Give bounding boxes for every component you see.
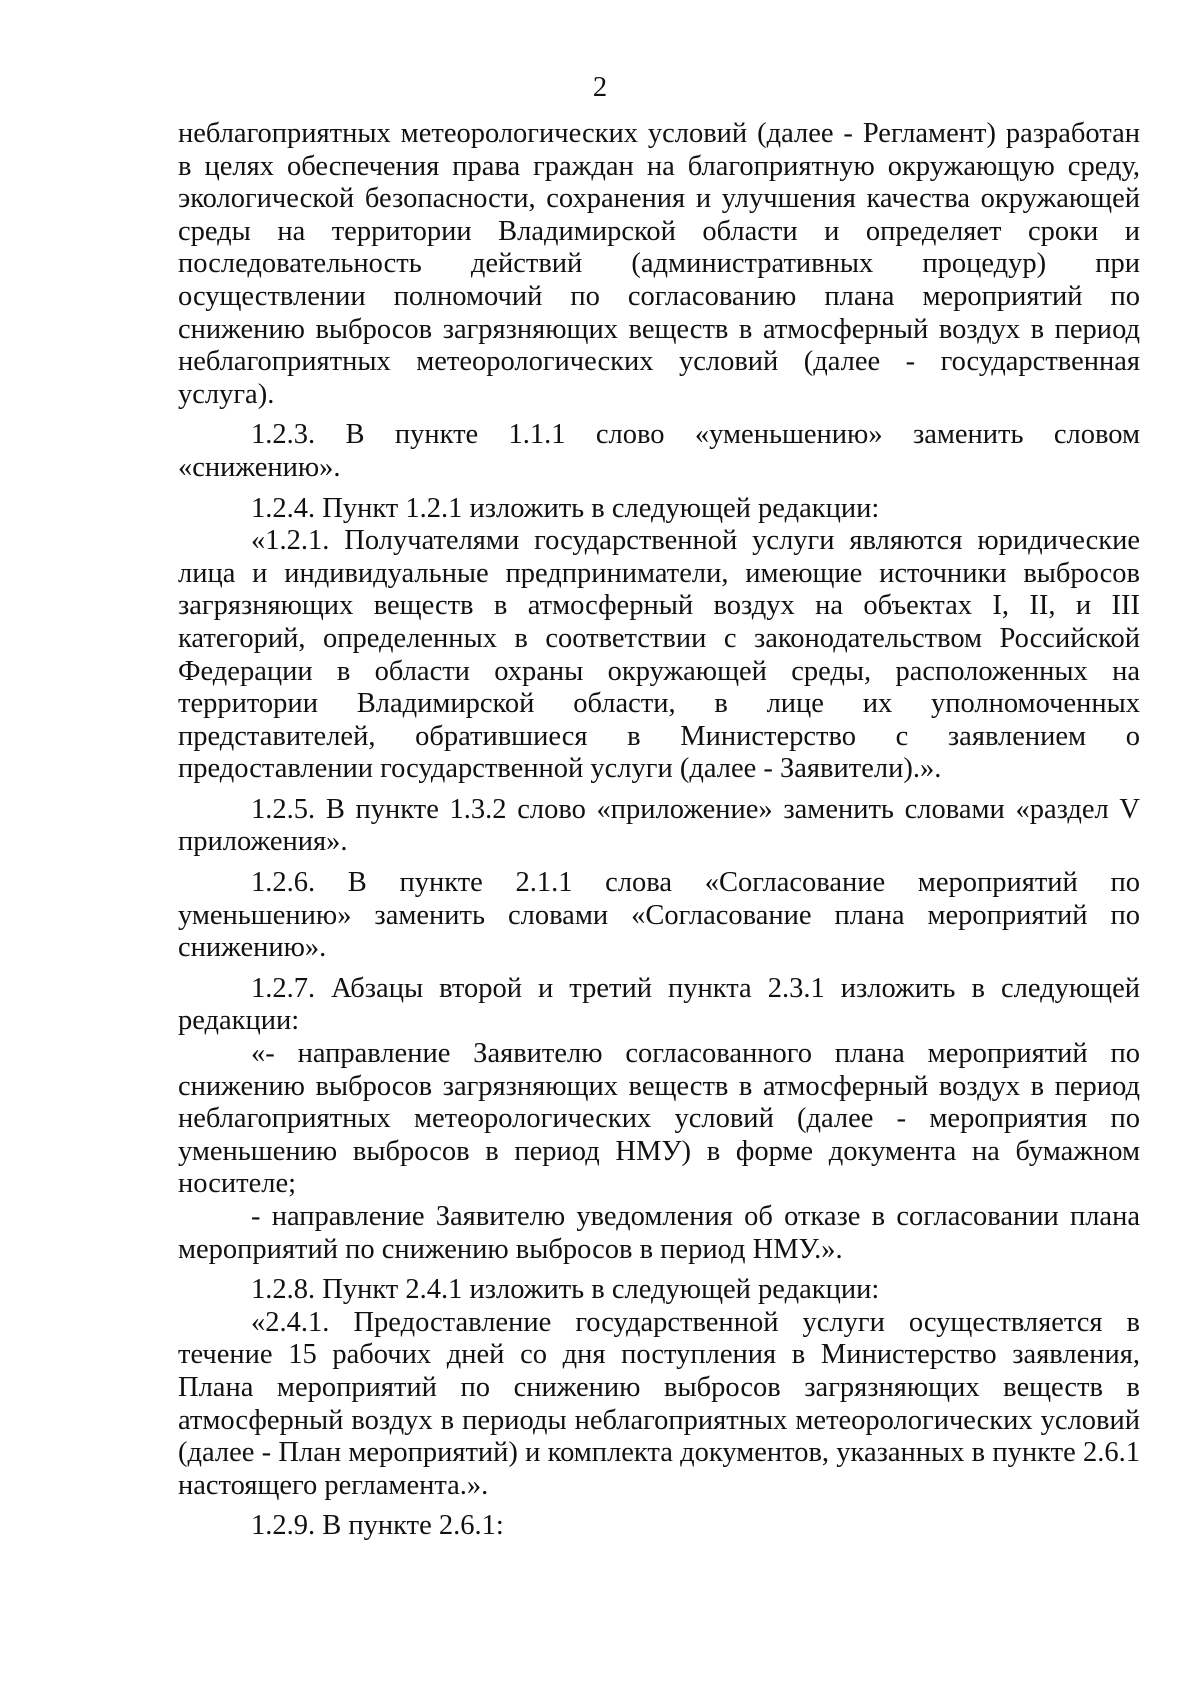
paragraph-1-2-3: 1.2.3. В пункте 1.1.1 слово «уменьшению» заменить словом «снижению». [178,419,1140,483]
paragraph-1-2-4: 1.2.4. Пункт 1.2.1 изложить в следующей редакции: [251,492,880,524]
paragraph-1-2-8: 1.2.8. Пункт 2.4.1 изложить в следующей редакции: [251,1274,880,1306]
paragraph-1-2-1-quote: «1.2.1. Получателями государственной услуги являются юридические лица и индивидуальные предприниматели, имеющие источники выбросов загрязняющих веществ в атмосферный воздух на объектах I, II, и III категорий, определенных в соответствии с законодательством Российской Федерации в области охраны окружающей среды, расположенных на территории Владимирской области, в лице их уполномоченных представителей, обратившиеся в Министерство с заявлением о предоставлении государственной услуги (далее - Заявители).». [178,525,1140,785]
document-body [178,118,1140,1543]
paragraph-1-2-7: 1.2.7. Абзацы второй и третий пункта 2.3.1 изложить в следующей редакции: [178,972,1140,1037]
paragraph-1-2-5: 1.2.5. В пункте 1.3.2 слово «приложение» заменить словами «раздел V приложения». [178,793,1140,858]
paragraph-direction-refusal: - направление Заявителю уведомления об отказе в согласовании плана мероприятий по снижению выбросов в период НМУ.». [178,1201,1140,1265]
page-number: 2 [592,72,608,103]
paragraph-direction-approved-plan: «- направление Заявителю согласованного плана мероприятий по снижению выбросов загрязняющих веществ в атмосферный воздух в период неблагоприятных метеорологических условий (далее - мероприятия по уменьшению выбросов в период НМУ) в форме документа на бумажном носителе; [178,1038,1140,1200]
paragraph-1-2-6: 1.2.6. В пункте 2.1.1 слова «Согласование мероприятий по уменьшению» заменить словами «Согласование плана мероприятий по снижению». [178,867,1140,964]
paragraph-regulation-purpose: неблагоприятных метеорологических условий (далее - Регламент) разработан в целях обеспечения права граждан на благоприятную окружающую среду, экологической безопасности, сохранения и улучшения качества окружающей среды на территории Владимирской области и определяет сроки и последовательность действий (административных процедур) при осуществлении полномочий по согласованию плана мероприятий по снижению выбросов загрязняющих веществ в атмосферный воздух в период неблагоприятных метеорологических условий (далее - государственная услуга). [178,118,1140,410]
paragraph-2-4-1-quote: «2.4.1. Предоставление государственной услуги осуществляется в течение 15 рабочих дней со дня поступления в Министерство заявления, Плана мероприятий по снижению выбросов загрязняющих веществ в атмосферный воздух в периоды неблагоприятных метеорологических условий (далее - План мероприятий) и комплекта документов, указанных в пункте 2.6.1 настоящего регламента.». [178,1306,1140,1501]
paragraph-1-2-9: 1.2.9. В пункте 2.6.1: [251,1510,504,1542]
